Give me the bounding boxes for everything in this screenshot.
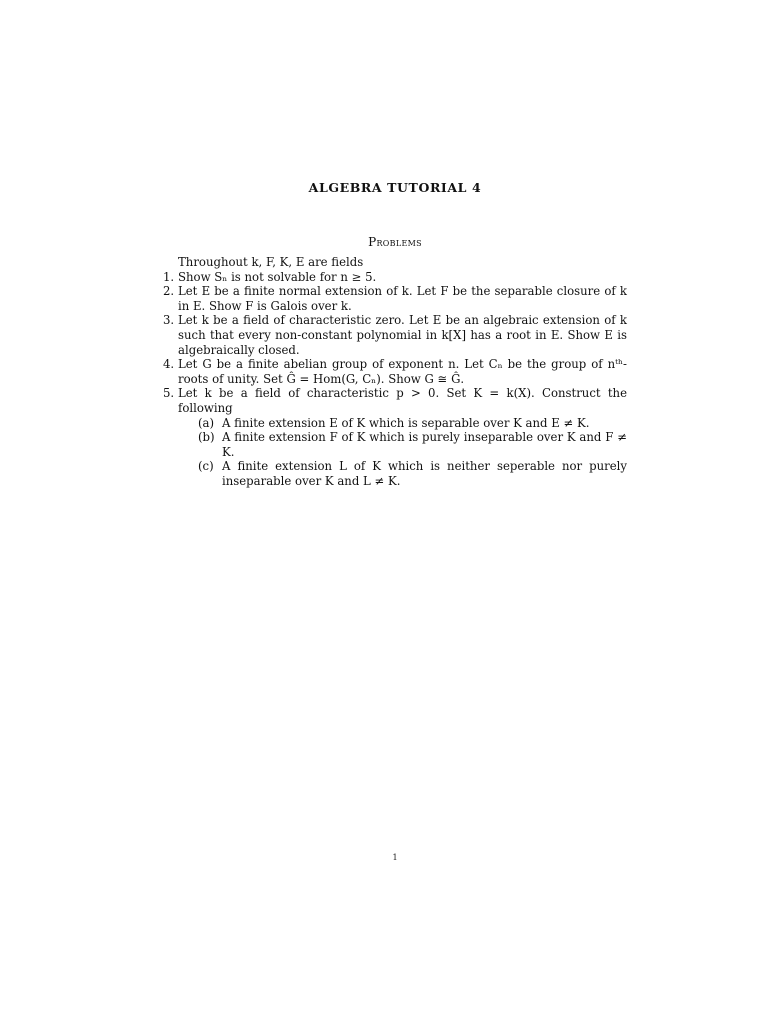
problem-item-1: [162, 270, 627, 285]
subpart-item-b: [178, 430, 627, 459]
problem-item-3: [162, 313, 627, 357]
problem-text: Let G be a finite abelian group of exponent n. Let Cₙ be the group of nᵗʰ-roots of unity. Set Ĝ = Hom(G, Cₙ). Show G ≅ Ĝ.: [178, 357, 627, 386]
problem-number: 4.: [163, 357, 175, 372]
subpart-item-a: [178, 416, 627, 431]
subpart-label: (a): [198, 415, 215, 430]
problem-number: 5.: [163, 386, 175, 401]
problems-body: [162, 255, 627, 489]
problem-number: 3.: [163, 313, 175, 328]
problem-number: 1.: [163, 269, 175, 284]
problem-text: Let k be a field of characteristic p > 0. Set K = k(X). Construct the following: [178, 386, 627, 415]
subpart-text: A finite extension E of K which is separable over K and E ≠ K.: [222, 415, 590, 430]
problem-item-5: [162, 386, 627, 488]
problem-text: Let E be a finite normal extension of k. Let F be the separable closure of k in E. Show F is Galois over k.: [178, 284, 627, 313]
problem-number: 2.: [163, 284, 175, 299]
problem-list: [162, 270, 627, 489]
problem-text: Let k be a field of characteristic zero. Let E be an algebraic extension of k such that every non-constant polynomial in k[X] has a root in E. Show E is algebraically closed.: [178, 313, 627, 357]
subpart-list: [178, 416, 627, 489]
intro-text: Throughout k, F, K, E are fields: [178, 255, 364, 269]
problem-item-2: [162, 284, 627, 313]
subpart-text: A finite extension L of K which is neither seperable nor purely inseparable over K and L ≠ K.: [222, 459, 627, 488]
subpart-text: A finite extension F of K which is purely inseparable over K and F ≠ K.: [222, 430, 627, 459]
page-title: ALGEBRA TUTORIAL 4: [308, 180, 482, 195]
problem-item-4: [162, 357, 627, 386]
subpart-label: (b): [198, 430, 215, 445]
section-heading: Problems: [368, 235, 422, 249]
subpart-item-c: [178, 459, 627, 488]
page-number: 1: [392, 853, 398, 862]
subpart-label: (c): [198, 459, 214, 474]
problem-text: Show Sₙ is not solvable for n ≥ 5.: [178, 269, 377, 284]
